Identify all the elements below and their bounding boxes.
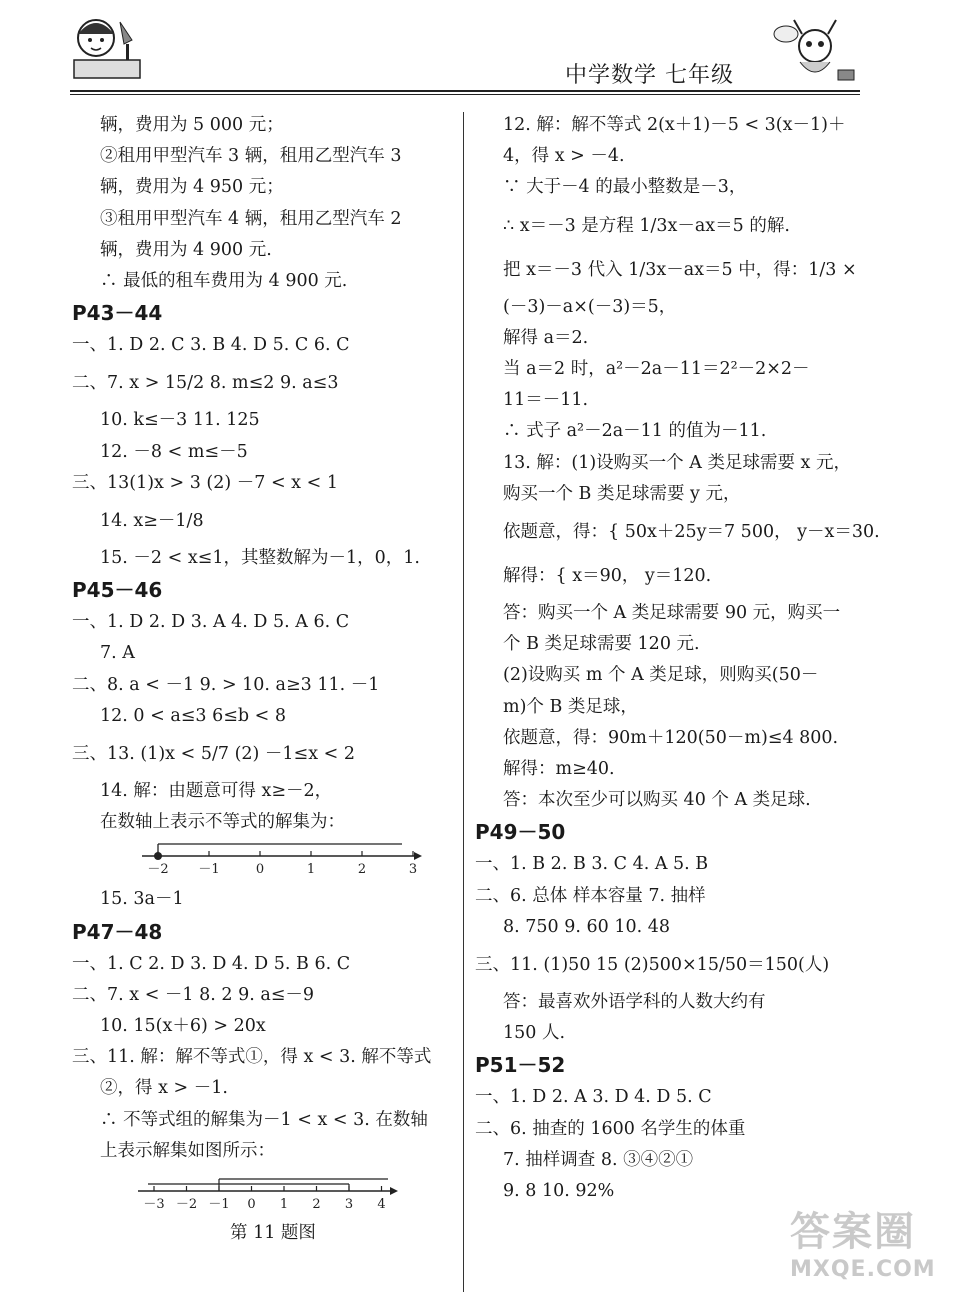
answer-line: 7. A bbox=[100, 643, 135, 664]
answer-line: 解得：m≥40. bbox=[503, 759, 615, 780]
answer-line: 辆，费用为 4 900 元. bbox=[100, 239, 272, 260]
answer-line: 一、1. C 2. D 3. D 4. D 5. B 6. C bbox=[72, 953, 351, 974]
axis-tick-label: －1 bbox=[208, 1197, 230, 1213]
answer-line: (2)设购买 m 个 A 类足球，则购买(50－ bbox=[503, 665, 819, 686]
answer-line: 上表示解集如图所示： bbox=[100, 1140, 275, 1161]
answer-line: 解得：{ x＝90， y＝120. bbox=[503, 566, 712, 587]
answer-line: 一、1. B 2. B 3. C 4. A 5. B bbox=[475, 854, 709, 875]
answer-line: 12. 解：解不等式 2(x＋1)－5 < 3(x－1)＋ bbox=[503, 115, 846, 135]
number-line-solution-svg bbox=[142, 842, 422, 880]
answer-line: 12. －8 < m≤－5 bbox=[100, 441, 248, 462]
answer-line: 15. 3a－1 bbox=[100, 889, 184, 910]
answer-line: m)个 B 类足球， bbox=[503, 696, 638, 717]
number-line-solution bbox=[142, 842, 457, 884]
answer-line: 在数轴上表示不等式的解集为： bbox=[100, 812, 345, 833]
answer-line: 14. 解：由题意可得 x≥－2， bbox=[100, 781, 333, 802]
header-rule bbox=[70, 90, 860, 92]
answer-line: ∴ 不等式组的解集为－1 < x < 3. 在数轴 bbox=[100, 1109, 428, 1130]
watermark-top: 答案圈 bbox=[790, 1209, 916, 1255]
answer-line: 一、1. D 2. D 3. A 4. D 5. A 6. C bbox=[72, 612, 350, 633]
axis-arrow bbox=[414, 852, 422, 860]
watermark-logo bbox=[790, 1208, 950, 1298]
axis-tick-label: 2 bbox=[312, 1197, 321, 1213]
answer-line: 解得 a＝2. bbox=[503, 327, 589, 348]
answer-line: 13. 解：(1)设购买一个 A 类足球需要 x 元， bbox=[503, 452, 851, 473]
answer-line: (－3)－a×(－3)＝5， bbox=[503, 296, 677, 317]
number-line-figure-11-svg bbox=[138, 1175, 398, 1215]
answer-line: 10. k≤－3 11. 125 bbox=[100, 410, 260, 431]
answer-line: 10. 15(x＋6) > 20x bbox=[100, 1016, 266, 1037]
axis-tick-label: －2 bbox=[175, 1197, 198, 1213]
answer-line: 二、7. x < －1 8. 2 9. a≤－9 bbox=[72, 984, 315, 1005]
axis-tick-label: －3 bbox=[143, 1197, 165, 1213]
answer-line: 三、13(1)x > 3 (2) －7 < x < 1 bbox=[72, 472, 338, 493]
axis-arrow bbox=[390, 1187, 398, 1195]
cartoon-mascot-illustration bbox=[770, 12, 860, 92]
axis-tick-label: 3 bbox=[408, 862, 418, 878]
answer-line: ③租用甲型汽车 4 辆，租用乙型汽车 2 bbox=[100, 208, 402, 229]
answer-line: 把 x＝－3 代入 1/3x－ax＝5 中，得：1/3 × bbox=[503, 259, 857, 280]
section-heading: P51－52 bbox=[475, 1053, 566, 1078]
answer-line: 二、6. 抽查的 1600 名学生的体重 bbox=[475, 1118, 746, 1139]
answer-line: 4，得 x > －4. bbox=[503, 146, 625, 167]
answer-line: 购买一个 B 类足球需要 y 元， bbox=[503, 483, 741, 504]
answer-line: 当 a＝2 时，a²－2a－11＝2²－2×2－ bbox=[503, 359, 810, 380]
axis-tick-label: 1 bbox=[306, 862, 316, 878]
axis-tick-label: －2 bbox=[147, 862, 169, 878]
page-title: 中学数学 七年级 bbox=[565, 63, 734, 88]
axis-tick-label: 4 bbox=[377, 1197, 386, 1213]
answer-line: 依题意，得：{ 50x＋25y＝7 500， y－x＝30. bbox=[503, 522, 880, 543]
section-heading: P49－50 bbox=[475, 820, 566, 845]
answer-line: 7. 抽样调查 8. ③④②① bbox=[503, 1149, 694, 1170]
right-column bbox=[475, 110, 880, 1207]
answer-line: 个 B 类足球需要 120 元. bbox=[503, 634, 700, 655]
figure-caption: 第 11 题图 bbox=[230, 1223, 316, 1244]
section-heading: P45－46 bbox=[72, 578, 163, 603]
answer-line: 一、1. D 2. A 3. D 4. D 5. C bbox=[475, 1087, 712, 1108]
answer-line: 答：本次至少可以购买 40 个 A 类足球. bbox=[503, 790, 811, 811]
answer-line: 二、8. a < －1 9. > 10. a≥3 11. －1 bbox=[72, 674, 380, 695]
answer-line: 8. 750 9. 60 10. 48 bbox=[503, 916, 670, 937]
answer-line: 150 人. bbox=[503, 1023, 566, 1044]
answer-line: 三、11. 解：解不等式①，得 x < 3. 解不等式 bbox=[72, 1047, 432, 1068]
student-reading-illustration bbox=[66, 10, 146, 94]
section-heading: P43－44 bbox=[72, 301, 163, 326]
axis-tick-label: 3 bbox=[344, 1197, 354, 1213]
column-divider bbox=[463, 112, 464, 1292]
answer-line: ②，得 x > －1. bbox=[100, 1078, 228, 1099]
answer-line: ∴ 最低的租车费用为 4 900 元. bbox=[100, 271, 348, 292]
answer-line: 14. x≥－1/8 bbox=[100, 511, 204, 532]
axis-tick-label: 1 bbox=[279, 1197, 289, 1213]
answer-line: 三、11. (1)50 15 (2)500×15/50＝150(人) bbox=[475, 955, 830, 976]
section-heading: P47－48 bbox=[72, 919, 163, 944]
answer-line: 9. 8 10. 92% bbox=[503, 1181, 615, 1202]
answer-line: 一、1. D 2. C 3. B 4. D 5. C 6. C bbox=[72, 335, 350, 356]
answer-line: ②租用甲型汽车 3 辆，租用乙型汽车 3 bbox=[100, 146, 402, 167]
answer-line: ∴ 式子 a²－2a－11 的值为－11. bbox=[503, 421, 767, 442]
axis-tick-label: 0 bbox=[247, 1197, 256, 1213]
answer-line: 11＝－11. bbox=[503, 390, 589, 411]
answer-line: 答：购买一个 A 类足球需要 90 元，购买一 bbox=[503, 603, 841, 624]
answer-line: 二、7. x > 15/2 8. m≤2 9. a≤3 bbox=[72, 373, 339, 394]
answer-line: 辆，费用为 5 000 元； bbox=[100, 115, 284, 135]
number-line-figure-11 bbox=[138, 1175, 457, 1219]
answer-line: 辆，费用为 4 950 元； bbox=[100, 177, 284, 198]
left-column bbox=[72, 110, 457, 1247]
answer-line: 答：最喜欢外语学科的人数大约有 bbox=[503, 992, 766, 1013]
answer-line: 依题意，得：90m＋120(50－m)≤4 800. bbox=[503, 727, 839, 748]
answer-line: 二、6. 总体 样本容量 7. 抽样 bbox=[475, 885, 706, 906]
answer-line: 三、13. (1)x < 5/7 (2) －1≤x < 2 bbox=[72, 744, 356, 765]
axis-tick-label: －1 bbox=[198, 862, 220, 878]
answer-line: 12. 0 < a≤3 6≤b < 8 bbox=[100, 705, 287, 726]
watermark-bottom: MXQE.COM bbox=[790, 1257, 936, 1282]
axis-tick-label: 0 bbox=[255, 862, 265, 878]
answer-line: ∵ 大于－4 的最小整数是－3， bbox=[503, 177, 747, 198]
header-rule-thin bbox=[70, 94, 860, 95]
answer-line: ∴ x＝－3 是方程 1/3x－ax＝5 的解. bbox=[503, 215, 790, 236]
axis-tick-label: 2 bbox=[357, 862, 367, 878]
answer-line: 15. －2 < x≤1，其整数解为－1，0，1. bbox=[100, 548, 420, 569]
